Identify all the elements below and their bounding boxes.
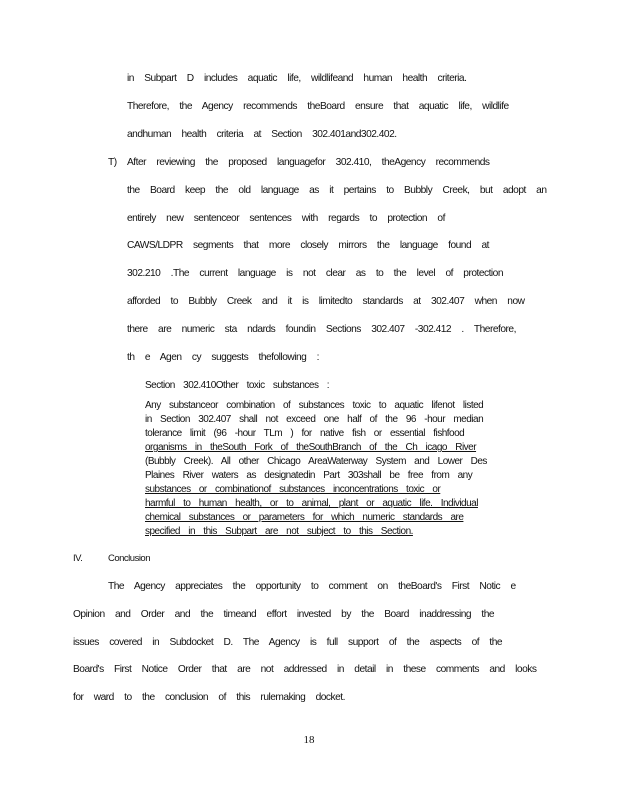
proposed-line-inserted: chemical substances or parameters for which numeric standards are: [145, 512, 464, 523]
proposed-line: in Section 302.407 shall not exceed one half of the 96 -hour median: [145, 414, 484, 425]
section-heading: Conclusion: [108, 553, 150, 564]
proposed-line: (Bubbly Creek). All other Chicago AreaWaterway System and Lower Des: [145, 456, 487, 467]
section-number: IV.: [73, 553, 83, 564]
body-line: in Subpart D includes aquatic life, wildlifeand human health criteria.: [127, 73, 467, 84]
proposed-line-inserted: specified in this Subpart are not subject to this Section.: [145, 526, 413, 537]
body-line: Board's First Notice Order that are not addressed in detail in these comments and looks: [73, 664, 537, 675]
proposed-line: tolerance limit (96 -hour TLm ) for native fish or essential fishfood: [145, 428, 465, 439]
proposed-line-inserted: harmful to human health, or to animal, plant or aquatic life. Individual: [145, 498, 478, 509]
body-line: Therefore, the Agency recommends theBoard ensure that aquatic life, wildlife: [127, 101, 509, 112]
proposed-line: Any substanceor combination of substances toxic to aquatic lifenot listed: [145, 400, 484, 411]
list-marker: T): [108, 157, 117, 168]
proposed-line: Plaines River waters as designatedin Part 303shall be free from any: [145, 470, 473, 481]
body-line: Opinion and Order and the timeand effort invested by the Board inaddressing the: [73, 609, 495, 620]
body-line: issues covered in Subdocket D. The Agency is full support of the aspects of the: [73, 637, 503, 648]
body-line: CAWS/LDPR segments that more closely mirrors the language found at: [127, 240, 489, 251]
body-line: andhuman health criteria at Section 302.401and302.402.: [127, 129, 397, 140]
body-line: 302.210 .The current language is not clear as to the level of protection: [127, 268, 504, 279]
proposed-line-inserted: substances or combinationof substances inconcentrations toxic or: [145, 484, 441, 495]
proposed-line-inserted: organisms in theSouth Fork of theSouthBranch of the Ch icago River: [145, 442, 477, 453]
proposed-section-title: Section 302.410Other toxic substances :: [145, 380, 330, 391]
body-line: entirely new sentenceor sentences with regards to protection of: [127, 213, 445, 224]
body-line: there are numeric sta ndards foundin Sections 302.407 -302.412 . Therefore,: [127, 324, 516, 335]
body-line: the Board keep the old language as it pertains to Bubbly Creek, but adopt an: [127, 185, 547, 196]
body-line: After reviewing the proposed languagefor 302.410, theAgency recommends: [127, 157, 490, 168]
page-number: 18: [303, 734, 315, 746]
body-line: afforded to Bubbly Creek and it is limitedto standards at 302.407 when now: [127, 296, 525, 307]
body-line: th e Agen cy suggests thefollowing :: [127, 352, 319, 363]
body-line: for ward to the conclusion of this rulemaking docket.: [73, 692, 345, 703]
body-line: The Agency appreciates the opportunity to comment on theBoard's First Notic e: [108, 581, 516, 592]
